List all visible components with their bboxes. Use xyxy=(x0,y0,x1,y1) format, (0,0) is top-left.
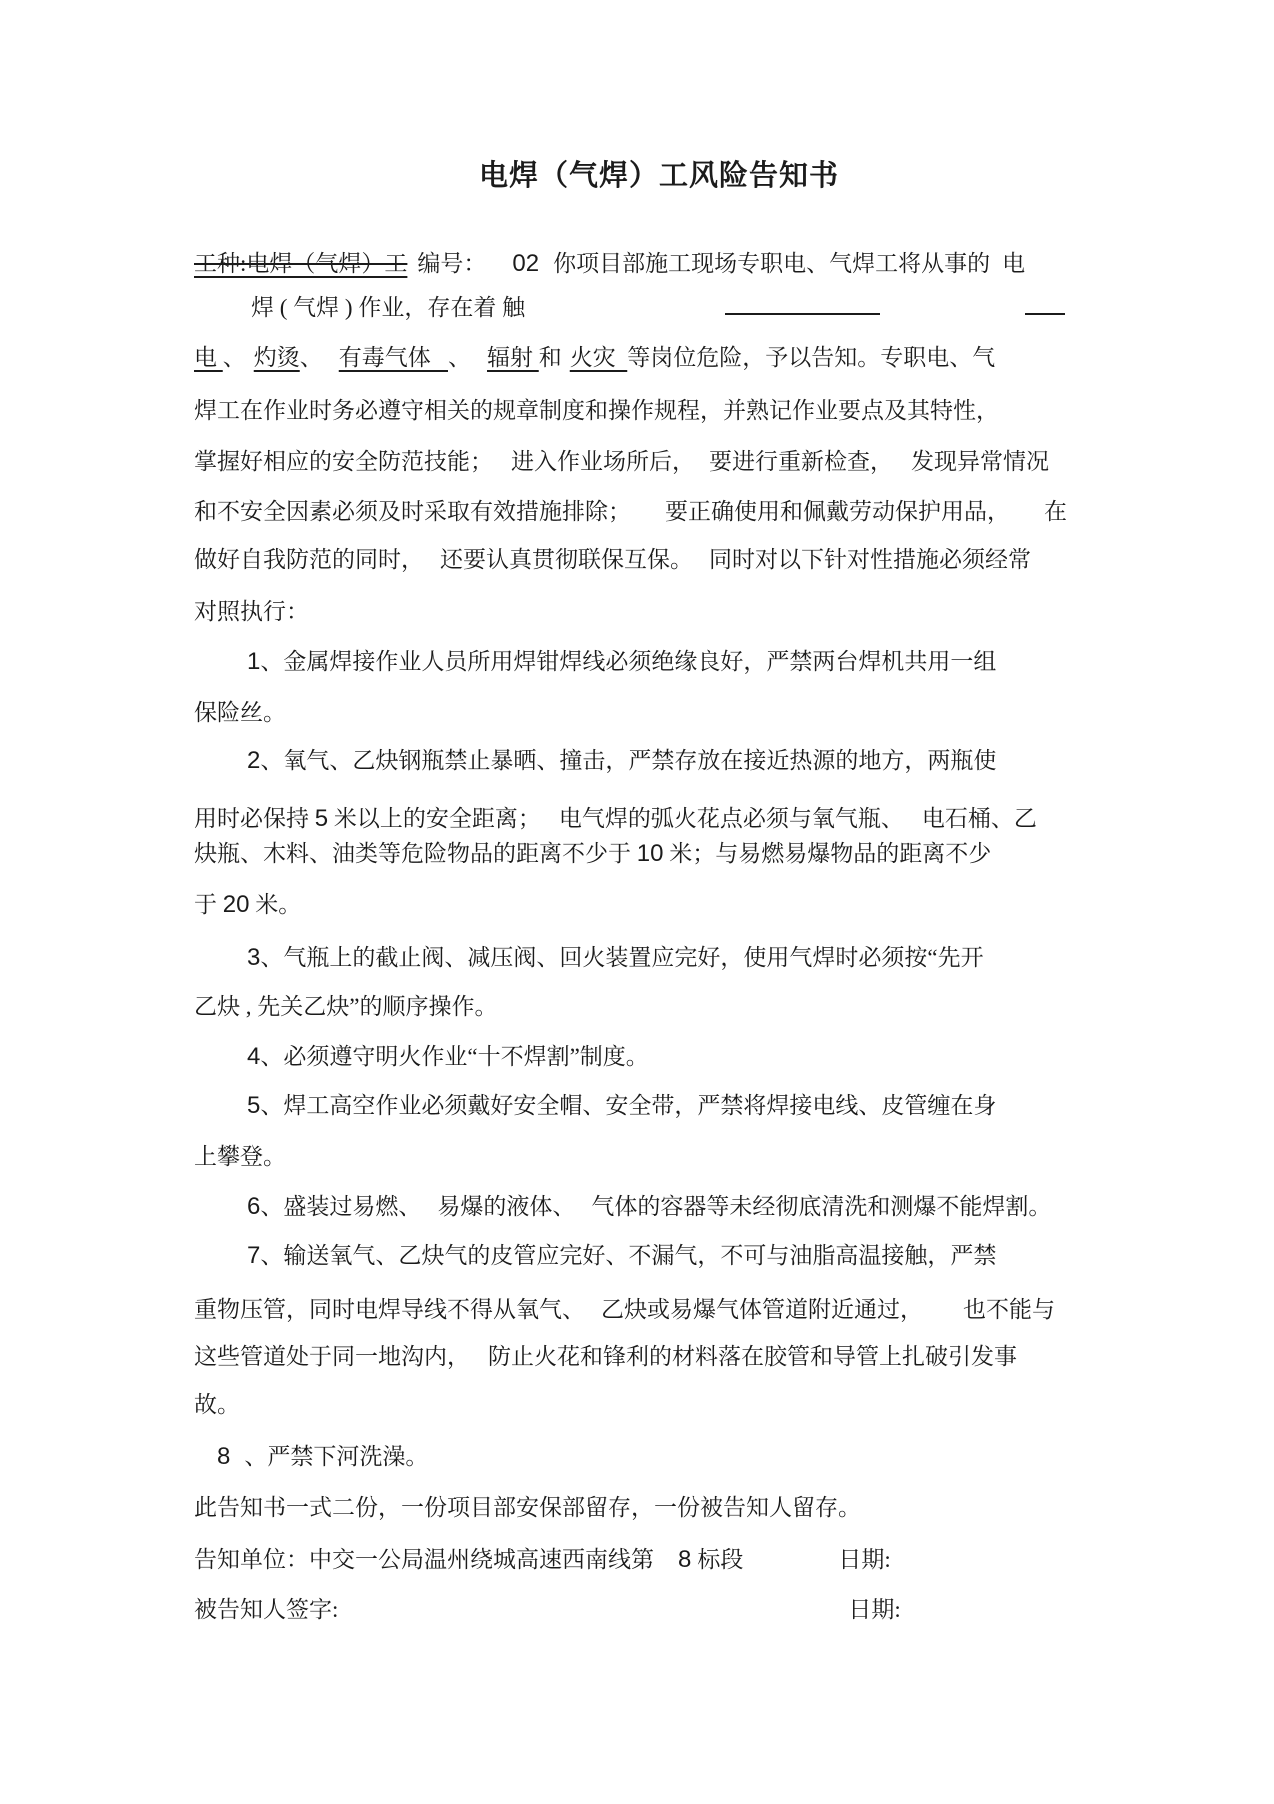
number-text: 02 xyxy=(512,250,540,277)
text-line xyxy=(194,1243,1274,1269)
number-text: 4 xyxy=(247,1043,261,1070)
text-segment: 电 xyxy=(1002,251,1026,276)
text-line xyxy=(194,547,1274,573)
text-segment: 要正确使用和佩戴劳动保护用品， xyxy=(665,499,1010,524)
text-segment: 告知单位：中交一公局温州绕城高速西南线第 xyxy=(194,1547,654,1572)
text-segment: 日期: xyxy=(848,1597,901,1622)
text-segment: 故。 xyxy=(194,1392,240,1417)
space-gap xyxy=(230,1463,244,1464)
text-segment: 和 xyxy=(538,345,562,370)
number-text: 8 xyxy=(217,1443,231,1470)
space-gap xyxy=(693,566,709,567)
text-segment: 易爆的液体、 xyxy=(437,1194,576,1219)
text-segment: 、金属焊接作业人员所用焊钳焊线必须绝缘良好，严禁两台焊机共用一组 xyxy=(260,649,997,674)
text-segment: 进入作业场所后， xyxy=(511,449,695,474)
space-gap xyxy=(541,825,559,826)
text-segment: 焊工在作业时务必遵守相关的规章制度和操作规程，并熟记作业要点及其特性， xyxy=(194,398,999,423)
number-text: 6 xyxy=(247,1193,261,1220)
space-gap xyxy=(338,1616,848,1617)
text-line xyxy=(194,649,1274,675)
space-gap xyxy=(585,1316,601,1317)
underlined-text: 辐射 xyxy=(487,345,539,370)
text-segment: 、 xyxy=(448,345,471,370)
text-line xyxy=(194,398,1274,424)
space-gap xyxy=(525,314,725,315)
text-segment: 发现异常情况 xyxy=(911,449,1049,474)
space-gap xyxy=(893,468,911,469)
text-segment: 焊 ( 气焊 ) 作业，存在着 触 xyxy=(251,295,526,320)
text-segment: 保险丝。 xyxy=(194,700,286,725)
space-gap xyxy=(424,566,440,567)
text-segment: 、输送氧气、乙炔气的皮管应完好、不漏气，不可与油脂高温接触，严禁 xyxy=(260,1243,997,1268)
text-line xyxy=(194,892,1274,918)
text-line xyxy=(194,1344,1274,1370)
text-segment: 用时必保持 xyxy=(194,806,315,831)
text-segment: 米；与易燃易爆物品的距离不少 xyxy=(663,841,992,866)
text-segment: 还要认真贯彻联保互保。 xyxy=(440,547,693,572)
text-line xyxy=(194,806,1274,832)
text-segment: 这些管道处于同一地沟内， xyxy=(194,1344,470,1369)
text-segment: 、严禁下河洗澡。 xyxy=(244,1444,429,1469)
space-gap xyxy=(493,468,511,469)
space-gap xyxy=(654,1566,678,1567)
text-segment: 电石桶、乙 xyxy=(921,806,1037,831)
text-segment: 要进行重新检查， xyxy=(709,449,893,474)
text-line xyxy=(194,599,1274,625)
space-gap xyxy=(486,270,512,271)
text-line xyxy=(194,945,1274,971)
text-line xyxy=(194,748,1274,774)
space-gap xyxy=(421,1213,437,1214)
space-gap xyxy=(471,364,487,365)
number-text: 5 xyxy=(314,805,329,832)
text-segment: 同时对以下针对性措施必须经常 xyxy=(709,547,1031,572)
text-line xyxy=(194,1547,1274,1573)
text-line xyxy=(194,292,1274,318)
text-segment: 电气焊的弧火花点必须与氧气瓶、 xyxy=(558,806,904,831)
space-gap xyxy=(562,364,570,365)
text-line xyxy=(194,1392,1274,1418)
document-body xyxy=(194,251,1274,1623)
text-segment: 做好自我防范的同时， xyxy=(194,547,424,572)
text-segment: 、盛装过易燃、 xyxy=(260,1194,422,1219)
number-text: 1 xyxy=(247,648,261,675)
text-line xyxy=(194,251,1274,277)
text-segment: 对照执行： xyxy=(194,599,309,624)
space-gap xyxy=(631,518,665,519)
text-segment: 也不能与 xyxy=(963,1297,1055,1322)
underlined-text: 有毒气体 xyxy=(338,345,448,370)
underlined-text: 灼烫 xyxy=(253,345,300,370)
text-segment: 、氧气、乙炔钢瓶禁止暴晒、撞击，严禁存放在接近热源的地方，两瓶使 xyxy=(260,748,997,773)
text-segment: 上攀登。 xyxy=(194,1144,286,1169)
text-segment: 、气瓶上的截止阀、减压阀、回火装置应完好，使用气焊时必须按“先开 xyxy=(260,945,984,970)
text-line xyxy=(194,700,1274,726)
text-segment: 重物压管，同时电焊导线不得从氧气、 xyxy=(194,1297,585,1322)
text-line xyxy=(194,1444,1274,1470)
underlined-text: 火灾 xyxy=(569,345,628,370)
text-line xyxy=(194,499,1274,525)
space-gap xyxy=(904,825,922,826)
text-line xyxy=(194,994,1274,1020)
number-text: 10 xyxy=(636,840,664,867)
text-line xyxy=(194,1495,1274,1521)
number-text: 7 xyxy=(247,1242,261,1269)
number-text: 5 xyxy=(247,1092,261,1119)
text-segment: 和不安全因素必须及时采取有效措施排除； xyxy=(194,499,631,524)
underlined-text: 电 xyxy=(194,345,223,370)
text-line xyxy=(194,1044,1274,1070)
space-gap xyxy=(323,364,339,365)
text-segment: 、焊工高空作业必须戴好安全帽、安全带，严禁将焊接电线、皮管缠在身 xyxy=(260,1093,997,1118)
space-gap xyxy=(407,270,417,271)
blank-underline xyxy=(1025,292,1065,315)
text-segment: 米。 xyxy=(249,892,302,917)
text-segment: 、 xyxy=(222,345,246,370)
text-line xyxy=(194,1597,1274,1623)
text-segment: 米以上的安全距离； xyxy=(328,806,541,831)
space-gap xyxy=(743,1566,838,1567)
space-gap xyxy=(1010,518,1044,519)
text-segment: 你项目部施工现场专职电、气焊工将从事的 xyxy=(553,251,991,276)
space-gap xyxy=(539,270,553,271)
text-segment: 日期: xyxy=(838,1547,891,1572)
text-line xyxy=(194,1297,1274,1323)
text-segment: 标段 xyxy=(697,1547,744,1572)
space-gap xyxy=(990,270,1002,271)
text-segment: 于 xyxy=(194,892,223,917)
text-segment: 被告知人签字: xyxy=(194,1597,339,1622)
text-line xyxy=(194,1144,1274,1170)
space-gap xyxy=(923,1316,963,1317)
text-segment: 、 xyxy=(299,345,323,370)
text-segment: 气体的容器等未经彻底清洗和测爆不能焊割。 xyxy=(591,1194,1052,1219)
text-segment: 乙炔 , 先关乙炔”的顺序操作。 xyxy=(194,994,498,1019)
number-text: 8 xyxy=(678,1546,692,1573)
text-segment: 、必须遵守明火作业“十不焊割”制度。 xyxy=(260,1044,649,1069)
text-segment: 在 xyxy=(1044,499,1067,524)
number-text: 3 xyxy=(247,944,261,971)
space-gap xyxy=(575,1213,591,1214)
space-gap xyxy=(880,314,1025,315)
text-segment: 乙炔或易爆气体管道附近通过， xyxy=(601,1297,923,1322)
number-text: 20 xyxy=(222,891,250,918)
text-line xyxy=(194,841,1274,867)
space-gap xyxy=(695,468,709,469)
document-title: 电焊（气焊）工风险告知书 xyxy=(478,160,839,192)
text-segment: 此告知书一式二份，一份项目部安保部留存，一份被告知人留存。 xyxy=(194,1495,861,1520)
text-segment: 炔瓶、木料、油类等危险物品的距离不少于 xyxy=(194,841,637,866)
text-segment: 等岗位危险，予以告知。专职电、气 xyxy=(627,345,996,370)
text-line xyxy=(194,1194,1274,1220)
struck-underlined-text: 工种:电焊（气焊）工 xyxy=(194,251,408,276)
space-gap xyxy=(246,364,254,365)
text-segment: 编号： xyxy=(417,251,487,276)
text-line xyxy=(194,345,1274,371)
text-line xyxy=(194,1093,1274,1119)
number-text: 2 xyxy=(247,747,261,774)
text-line xyxy=(194,449,1274,475)
space-gap xyxy=(470,1363,488,1364)
text-segment: 掌握好相应的安全防范技能； xyxy=(194,449,493,474)
blank-underline xyxy=(725,292,880,315)
text-segment: 防止火花和锋利的材料落在胶管和导管上扎破引发事 xyxy=(488,1344,1017,1369)
